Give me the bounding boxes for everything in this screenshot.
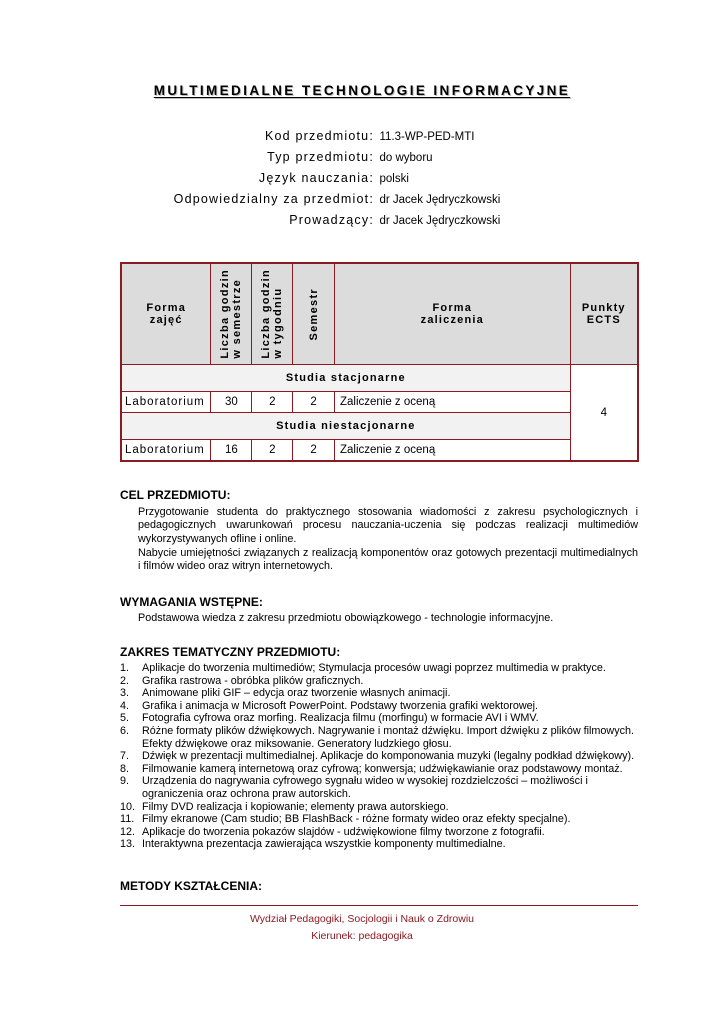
cell-hours-week: 2	[252, 392, 293, 413]
cell-hours-semester: 30	[211, 392, 252, 413]
header-forma-zaliczenia: Forma zaliczenia	[334, 263, 570, 365]
list-item-number: 7.	[120, 750, 130, 763]
cell-form: Laboratorium	[121, 440, 211, 462]
meta-label: Prowadzący:	[289, 213, 374, 227]
cell-assessment: Zaliczenie z oceną	[334, 392, 570, 413]
header-forma-zajec: Forma zajęć	[121, 263, 211, 365]
list-item	[120, 725, 640, 750]
list-item	[120, 662, 640, 675]
list-item-text: Grafika i animacja w Microsoft PowerPoint. Podstawy tworzenia grafiki wektorowej.	[142, 699, 539, 712]
header-hours-week: Liczba godzin w tygodniu	[252, 263, 293, 365]
cell-hours-semester: 16	[211, 440, 252, 462]
topics-list	[120, 662, 640, 851]
course-meta	[100, 126, 620, 231]
header-semester: Semestr	[293, 263, 335, 365]
list-item	[120, 801, 640, 814]
list-item	[120, 826, 640, 839]
cell-form: Laboratorium	[121, 392, 211, 413]
list-item-number: 10.	[120, 800, 136, 813]
header-ects: Punkty ECTS	[570, 263, 638, 365]
meta-label: Odpowiedzialny za przedmiot:	[173, 192, 374, 206]
list-item	[120, 675, 640, 688]
heading-prerequisites: WYMAGANIA WSTĘPNE:	[120, 595, 263, 609]
cell-semester: 2	[293, 440, 335, 462]
meta-row-type	[100, 147, 620, 168]
list-item-number: 1.	[120, 662, 130, 674]
section-label-part-time: Studia niestacjonarne	[121, 413, 570, 440]
meta-value: 11.3-WP-PED-MTI	[379, 131, 475, 143]
list-item-text: Filmy ekranowe (Cam studio; BB FlashBack - różne formaty wideo oraz efekty specjalne).	[142, 813, 571, 826]
meta-value: dr Jacek Jędryczkowski	[379, 194, 501, 206]
list-item-number: 4.	[120, 699, 130, 712]
meta-label: Typ przedmiotu:	[267, 150, 374, 164]
meta-row-responsible	[100, 189, 620, 210]
section-row-full-time	[121, 365, 638, 392]
course-goal-paragraph-2: Nabycie umiejętności związanych z realizacją komponentów oraz gotowych prezentacji multimedialnych i filmów wideo oraz witryn internetowych.	[138, 547, 638, 573]
meta-value: polski	[379, 173, 409, 185]
list-item-number: 12.	[120, 825, 136, 838]
list-item	[120, 775, 640, 800]
list-item	[120, 813, 640, 826]
meta-row-language	[100, 168, 620, 189]
list-item-number: 5.	[120, 712, 130, 725]
table-row	[121, 440, 638, 462]
meta-value: do wyboru	[379, 152, 433, 164]
list-item-number: 13.	[120, 838, 136, 851]
list-item	[120, 700, 640, 713]
list-item-text: Urządzenia do nagrywania cyfrowego sygnału wideo w wysokiej rozdzielczości – możliwości i ograniczenia oraz ochrona praw autorskich.	[142, 775, 588, 800]
list-item	[120, 763, 640, 776]
list-item-number: 6.	[120, 724, 130, 737]
cell-hours-week: 2	[252, 440, 293, 462]
table-row	[121, 392, 638, 413]
list-item-number: 8.	[120, 762, 130, 775]
list-item-number: 3.	[120, 687, 130, 700]
list-item-text: Interaktywna prezentacja zawierająca wszystkie komponenty multimedialne.	[142, 838, 506, 851]
prerequisites-text: Podstawowa wiedza z zakresu przedmiotu obowiązkowego - technologie informacyjne.	[138, 612, 554, 624]
meta-label: Język nauczania:	[258, 171, 374, 185]
meta-value: dr Jacek Jędryczkowski	[379, 215, 501, 227]
list-item-text: Animowane pliki GIF – edycja oraz tworzenie własnych animacji.	[142, 687, 451, 700]
list-item-text: Dźwięk w prezentacji multimedialnej. Aplikacje do komponowania muzyki (legalny podkład dźwiękowy).	[142, 750, 635, 763]
list-item-number: 2.	[120, 674, 130, 687]
list-item	[120, 687, 640, 700]
heading-course-goal: CEL PRZEDMIOTU:	[120, 488, 231, 502]
cell-assessment: Zaliczenie z oceną	[334, 440, 570, 462]
section-label-full-time: Studia stacjonarne	[121, 365, 570, 392]
list-item	[120, 750, 640, 763]
header-hours-semester: Liczba godzin w semestrze	[211, 263, 252, 365]
document-title: MULTIMEDIALNE TECHNOLOGIE INFORMACYJNE	[153, 83, 571, 98]
footer-faculty: Wydział Pedagogiki, Socjologii i Nauk o Zdrowiu	[249, 913, 474, 925]
list-item-text: Grafika rastrowa - obróbka plików graficznych.	[142, 674, 364, 687]
course-goal-paragraph-1: Przygotowanie studenta do praktycznego stosowania wiadomości z zakresu psychologicznych i pedagogicznych uwarunkowań procesu nauczania-uczenia się podczas realizacji multimediów wykorzystywanych ofline i online.	[138, 506, 638, 545]
list-item-text: Aplikacje do tworzenia multimediów; Stymulacja procesów uwagi poprzez multimedia w praktyce.	[142, 662, 606, 674]
footer-divider	[120, 905, 638, 906]
list-item-text: Aplikacje do tworzenia pokazów slajdów - udźwiękowione filmy tworzone z fotografii.	[142, 825, 545, 838]
heading-methods: METODY KSZTAŁCENIA:	[120, 879, 263, 893]
heading-topics: ZAKRES TEMATYCZNY PRZEDMIOTU:	[120, 645, 341, 659]
list-item-number: 11.	[120, 813, 135, 826]
meta-row-code	[100, 126, 620, 147]
section-row-part-time	[121, 413, 638, 440]
list-item-text: Różne formaty plików dźwiękowych. Nagrywanie i montaż dźwięku. Import dźwięku z plików filmowych. Efekty dźwiękowe oraz miksowanie. Generatory ludzkiego głosu.	[142, 724, 635, 750]
list-item-text: Filmy DVD realizacja i kopiowanie; elementy prawa autorskiego.	[142, 800, 449, 813]
list-item-text: Fotografia cyfrowa oraz morfing. Realizacja filmu (morfingu) w formacie AVI i WMV.	[142, 712, 539, 725]
footer-field: Kierunek: pedagogika	[311, 930, 413, 942]
meta-label: Kod przedmiotu:	[264, 129, 374, 143]
cell-semester: 2	[293, 392, 335, 413]
list-item-text: Filmowanie kamerą internetową oraz cyfrową; konwersja; udźwiękawianie oraz podstawowy montaż.	[142, 762, 623, 775]
list-item	[120, 712, 640, 725]
meta-row-lecturer	[100, 210, 620, 231]
table-header-row	[121, 263, 638, 365]
list-item	[120, 838, 640, 851]
ects-value: 4	[570, 365, 638, 462]
course-table	[120, 262, 639, 462]
list-item-number: 9.	[120, 775, 130, 788]
